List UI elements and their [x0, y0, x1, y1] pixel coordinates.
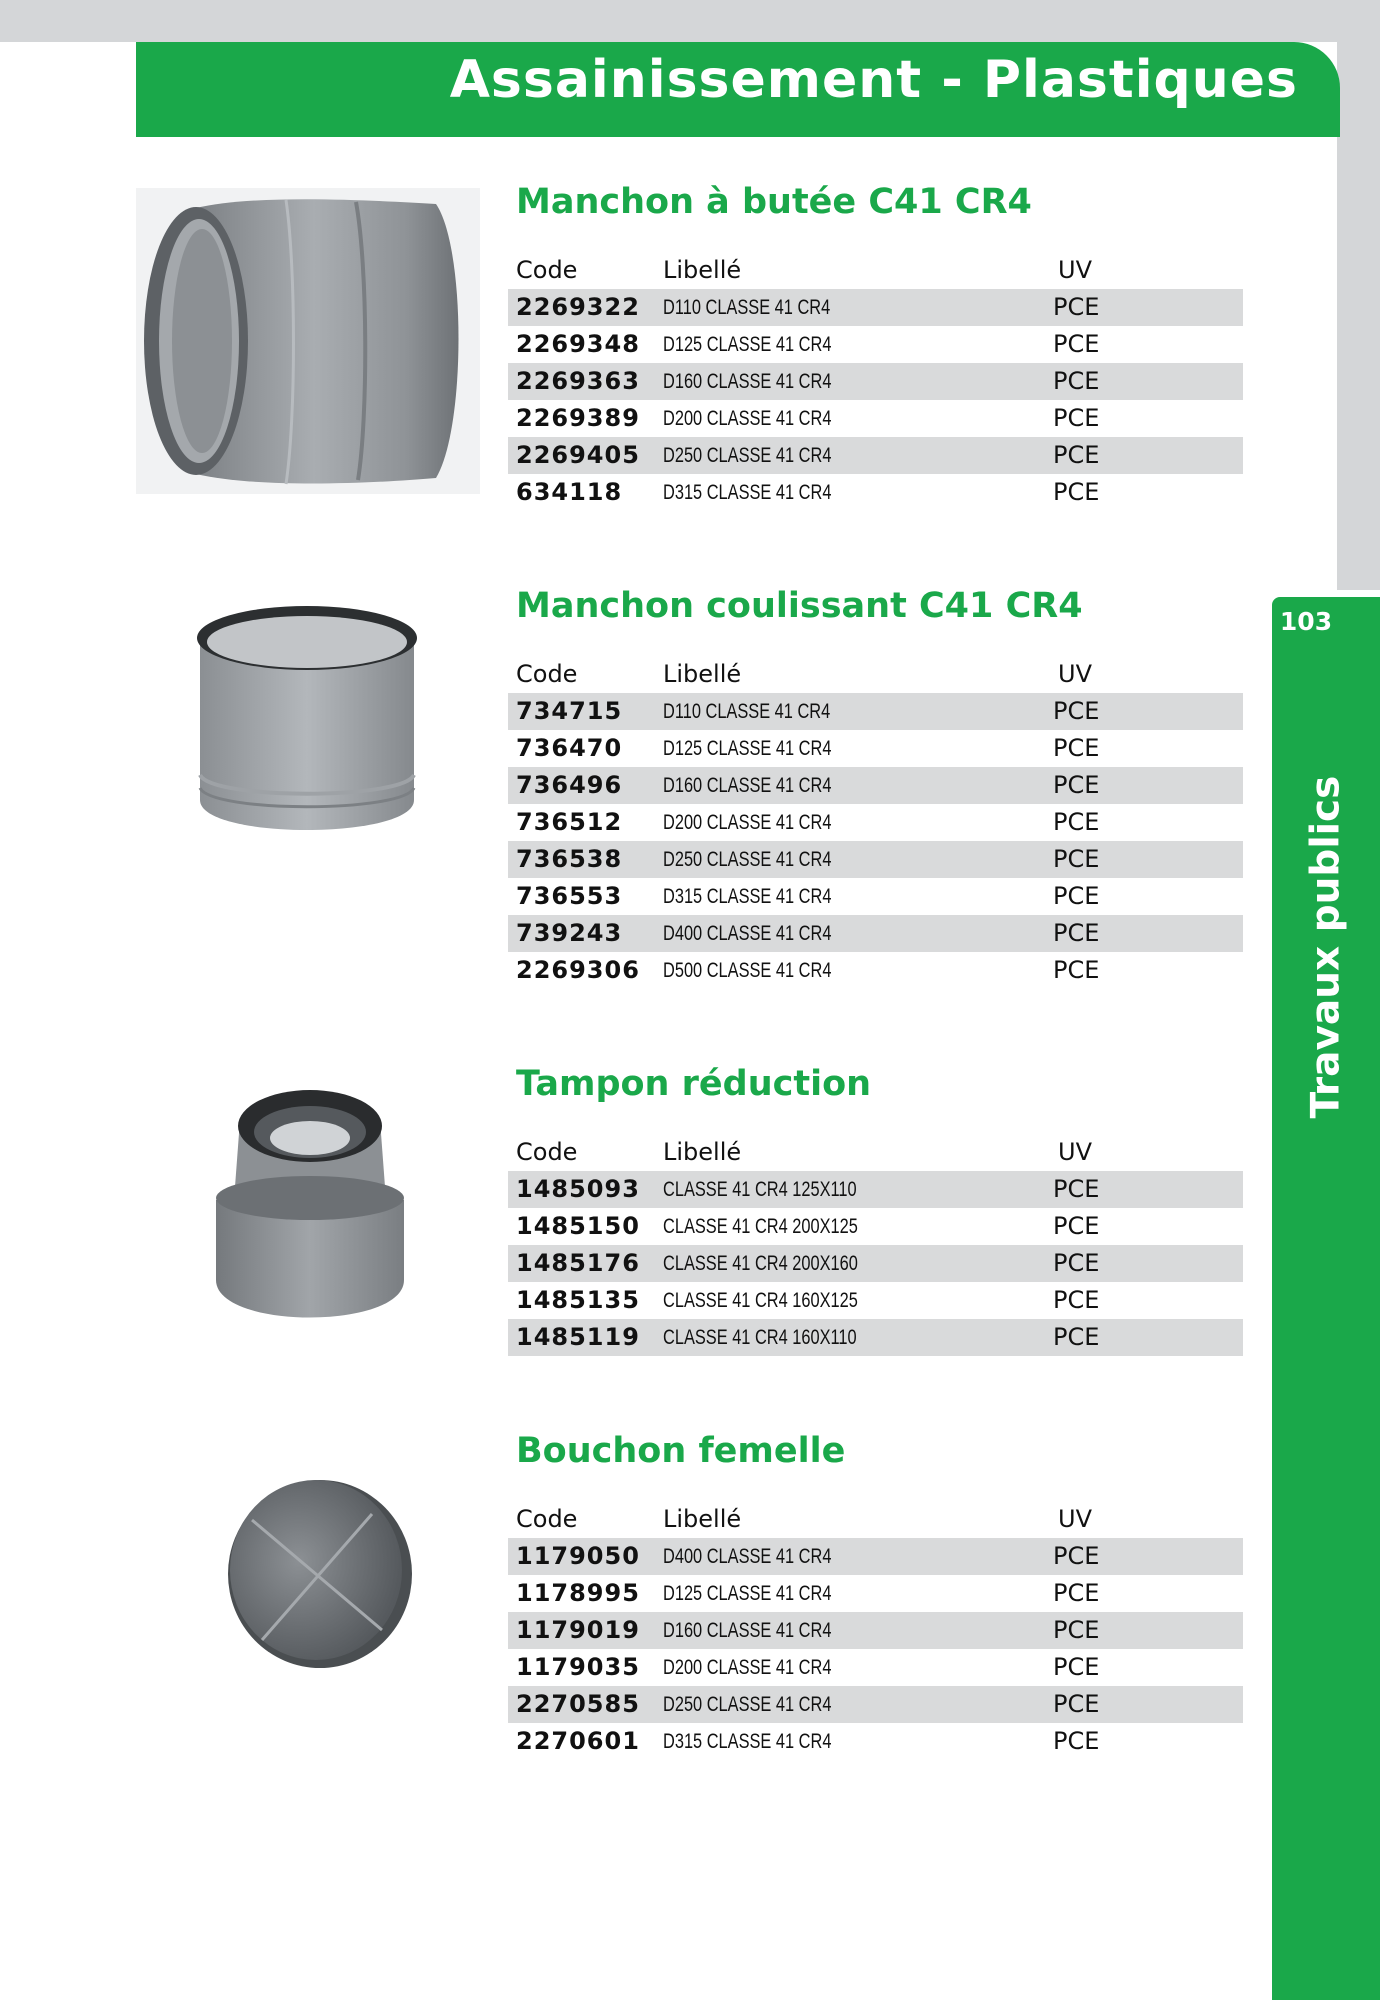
table-row [508, 1538, 1243, 1575]
table-row [508, 878, 1243, 915]
cell-uv: PCE [1053, 771, 1100, 799]
table-row [508, 1686, 1243, 1723]
cell-uv: PCE [1053, 1175, 1100, 1203]
cell-uv: PCE [1053, 1616, 1100, 1644]
table-row [508, 1245, 1243, 1282]
cell-code: 2270601 [516, 1727, 640, 1755]
header-code: Code [516, 256, 578, 284]
cell-code: 1179035 [516, 1653, 640, 1681]
product-table [508, 1501, 1243, 1760]
table-header-row [508, 656, 1243, 693]
right-gray-strip [1337, 0, 1380, 590]
cell-uv: PCE [1053, 1727, 1100, 1755]
cell-code: 2269348 [516, 330, 640, 358]
sliding-coupling-image [192, 600, 422, 845]
table-row [508, 289, 1243, 326]
pipe-coupling-with-stop-image [136, 188, 480, 494]
page-header [136, 42, 1340, 137]
cell-uv: PCE [1053, 1653, 1100, 1681]
cell-libelle: D160 CLASSE 41 CR4 [663, 1619, 832, 1642]
cell-libelle: D315 CLASSE 41 CR4 [663, 481, 832, 504]
cell-libelle: CLASSE 41 CR4 125X110 [663, 1178, 857, 1201]
cell-uv: PCE [1053, 1323, 1100, 1351]
cell-libelle: D315 CLASSE 41 CR4 [663, 885, 832, 908]
cell-libelle: D160 CLASSE 41 CR4 [663, 370, 832, 393]
cell-uv: PCE [1053, 734, 1100, 762]
cell-libelle: CLASSE 41 CR4 200X160 [663, 1252, 858, 1275]
table-row [508, 841, 1243, 878]
table-row [508, 804, 1243, 841]
cell-libelle: D250 CLASSE 41 CR4 [663, 848, 832, 871]
cell-uv: PCE [1053, 956, 1100, 984]
section-title: Manchon coulissant C41 CR4 [516, 586, 1083, 626]
cell-uv: PCE [1053, 697, 1100, 725]
cell-libelle: D160 CLASSE 41 CR4 [663, 774, 832, 797]
cell-uv: PCE [1053, 808, 1100, 836]
cell-libelle: D125 CLASSE 41 CR4 [663, 333, 832, 356]
cell-libelle: D315 CLASSE 41 CR4 [663, 1730, 832, 1753]
page-title: Assainissement - Plastiques [449, 50, 1298, 110]
section-title: Manchon à butée C41 CR4 [516, 182, 1032, 222]
table-row [508, 693, 1243, 730]
cell-code: 734715 [516, 697, 623, 725]
cell-libelle: CLASSE 41 CR4 160X110 [663, 1326, 857, 1349]
side-title: Travaux publics [1303, 775, 1349, 1119]
cell-libelle: D125 CLASSE 41 CR4 [663, 1582, 832, 1605]
cell-uv: PCE [1053, 293, 1100, 321]
cell-libelle: D250 CLASSE 41 CR4 [663, 444, 832, 467]
cell-code: 1178995 [516, 1579, 640, 1607]
header-uv: UV [1058, 1138, 1092, 1166]
cell-libelle: D200 CLASSE 41 CR4 [663, 1656, 832, 1679]
header-code: Code [516, 1505, 578, 1533]
table-row [508, 1171, 1243, 1208]
table-header-row [508, 1501, 1243, 1538]
cell-uv: PCE [1053, 1212, 1100, 1240]
section-title: Tampon réduction [516, 1064, 872, 1104]
table-row [508, 326, 1243, 363]
header-uv: UV [1058, 1505, 1092, 1533]
cell-code: 1485176 [516, 1249, 640, 1277]
cell-uv: PCE [1053, 1249, 1100, 1277]
cell-code: 736553 [516, 882, 623, 910]
cell-libelle: CLASSE 41 CR4 160X125 [663, 1289, 858, 1312]
cell-code: 736496 [516, 771, 623, 799]
product-table [508, 252, 1243, 511]
table-row [508, 400, 1243, 437]
cell-uv: PCE [1053, 478, 1100, 506]
header-code: Code [516, 1138, 578, 1166]
cell-uv: PCE [1053, 882, 1100, 910]
header-libelle: Libellé [663, 256, 742, 284]
female-cap-image [222, 1470, 414, 1670]
cell-libelle: D200 CLASSE 41 CR4 [663, 811, 832, 834]
cell-libelle: CLASSE 41 CR4 200X125 [663, 1215, 858, 1238]
header-code: Code [516, 660, 578, 688]
cell-uv: PCE [1053, 845, 1100, 873]
table-header-row [508, 1134, 1243, 1171]
cell-code: 634118 [516, 478, 623, 506]
header-uv: UV [1058, 660, 1092, 688]
cell-code: 1179050 [516, 1542, 640, 1570]
cell-code: 2269389 [516, 404, 640, 432]
top-gray-strip [0, 0, 1380, 42]
cell-uv: PCE [1053, 404, 1100, 432]
cell-code: 2269306 [516, 956, 640, 984]
cell-uv: PCE [1053, 1579, 1100, 1607]
reduction-plug-image [210, 1080, 410, 1320]
cell-code: 2269363 [516, 367, 640, 395]
section-title: Bouchon femelle [516, 1431, 846, 1471]
table-row [508, 363, 1243, 400]
table-row [508, 1575, 1243, 1612]
product-table [508, 656, 1243, 989]
page-number: 103 [1279, 607, 1333, 636]
cell-libelle: D250 CLASSE 41 CR4 [663, 1693, 832, 1716]
header-libelle: Libellé [663, 660, 742, 688]
cell-libelle: D200 CLASSE 41 CR4 [663, 407, 832, 430]
table-row [508, 437, 1243, 474]
cell-code: 2270585 [516, 1690, 640, 1718]
cell-uv: PCE [1053, 367, 1100, 395]
cell-code: 1485150 [516, 1212, 640, 1240]
table-row [508, 915, 1243, 952]
cell-code: 1485119 [516, 1323, 640, 1351]
table-row [508, 1723, 1243, 1760]
cell-libelle: D500 CLASSE 41 CR4 [663, 959, 832, 982]
table-header-row [508, 252, 1243, 289]
table-row [508, 730, 1243, 767]
table-row [508, 952, 1243, 989]
header-libelle: Libellé [663, 1138, 742, 1166]
side-title-box [1302, 767, 1350, 1127]
cell-code: 2269405 [516, 441, 640, 469]
cell-code: 1485093 [516, 1175, 640, 1203]
cell-uv: PCE [1053, 330, 1100, 358]
cell-libelle: D110 CLASSE 41 CR4 [663, 296, 831, 319]
cell-libelle: D400 CLASSE 41 CR4 [663, 1545, 832, 1568]
cell-uv: PCE [1053, 919, 1100, 947]
cell-code: 736538 [516, 845, 623, 873]
table-row [508, 1282, 1243, 1319]
cell-code: 739243 [516, 919, 623, 947]
cell-uv: PCE [1053, 441, 1100, 469]
table-row [508, 1319, 1243, 1356]
header-uv: UV [1058, 256, 1092, 284]
table-row [508, 1649, 1243, 1686]
cell-code: 1485135 [516, 1286, 640, 1314]
cell-libelle: D110 CLASSE 41 CR4 [663, 700, 831, 723]
table-row [508, 1612, 1243, 1649]
cell-uv: PCE [1053, 1542, 1100, 1570]
table-row [508, 474, 1243, 511]
cell-code: 2269322 [516, 293, 640, 321]
cell-code: 736470 [516, 734, 623, 762]
product-table [508, 1134, 1243, 1356]
cell-uv: PCE [1053, 1286, 1100, 1314]
cell-libelle: D400 CLASSE 41 CR4 [663, 922, 832, 945]
table-row [508, 767, 1243, 804]
header-libelle: Libellé [663, 1505, 742, 1533]
table-row [508, 1208, 1243, 1245]
side-category-tab [1272, 597, 1380, 2000]
cell-uv: PCE [1053, 1690, 1100, 1718]
cell-libelle: D125 CLASSE 41 CR4 [663, 737, 832, 760]
cell-code: 736512 [516, 808, 623, 836]
cell-code: 1179019 [516, 1616, 640, 1644]
